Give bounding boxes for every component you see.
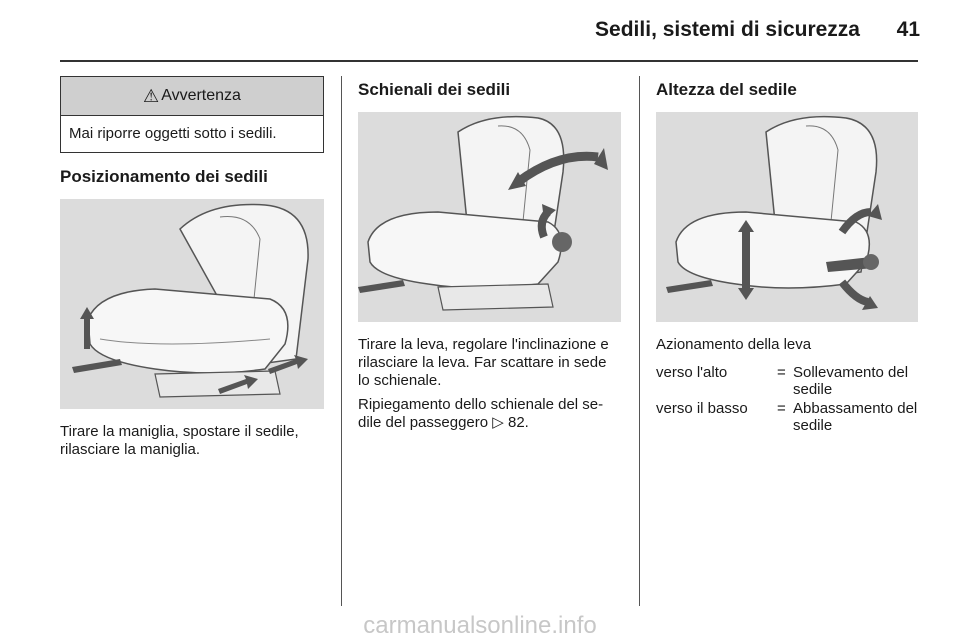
definition-key: verso il basso [656, 400, 748, 417]
warning-text: Mai riporre oggetti sotto i sedili. [69, 125, 277, 142]
definition-value: Sollevamento del sedile [793, 364, 909, 398]
definition-value: Abbassamento del sedile [793, 400, 918, 434]
seat-backrest-illustration [358, 112, 621, 322]
section-text: Tirare la maniglia, spostare il sedile, rilasciare la maniglia. [60, 423, 299, 458]
watermark: carmanualsonline.info [363, 612, 597, 639]
section-text: Tirare la leva, regolare l'inclinazione e rilasciare la leva. Far scattare in sede lo schienale. [358, 336, 609, 389]
definition-list [656, 364, 919, 434]
definition-row [656, 400, 919, 434]
column-divider [639, 76, 640, 606]
section-heading: Altezza del sedile [656, 80, 797, 99]
warning-box [60, 76, 324, 153]
section-heading: Schienali dei sedili [358, 80, 511, 99]
reference-page[interactable]: 82. [507, 414, 529, 431]
header-rule [60, 60, 918, 62]
section-text [358, 396, 621, 432]
definition-key: verso l'alto [656, 364, 728, 381]
section-text: Azionamento della leva [656, 336, 812, 353]
column-divider [341, 76, 342, 606]
column-1 [60, 76, 324, 459]
reference-arrow-icon: ▷ [492, 414, 504, 431]
section-text-part: Ripiegamento dello schienale del se-dile del passeggero [358, 396, 604, 431]
warning-triangle-icon: ⚠ [143, 85, 160, 106]
header-title: Sedili, sistemi di sicurezza [595, 18, 860, 41]
section-heading: Posizionamento dei sedili [60, 167, 268, 186]
definition-equals: = [777, 400, 786, 417]
definition-row [656, 364, 919, 398]
seat-height-illustration [656, 112, 918, 322]
column-3 [656, 76, 919, 434]
page-number: 41 [896, 18, 920, 41]
seat-position-illustration [60, 199, 324, 409]
definition-equals: = [777, 364, 786, 381]
warning-header [61, 77, 323, 116]
column-2 [358, 76, 621, 432]
warning-title: Avvertenza [161, 87, 241, 104]
